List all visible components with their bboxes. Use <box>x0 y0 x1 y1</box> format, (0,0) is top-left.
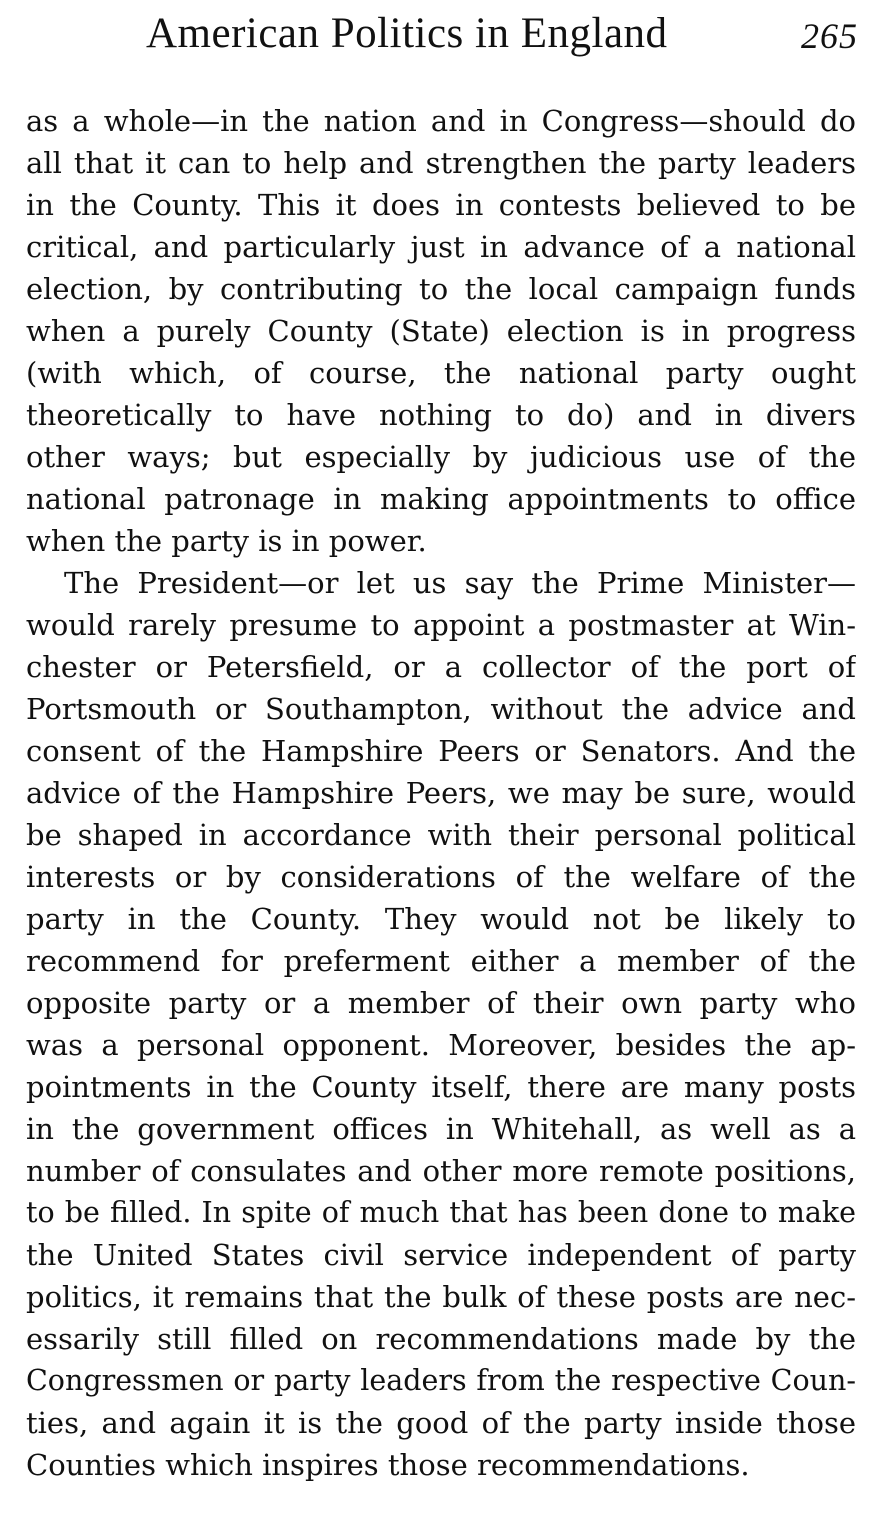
body-text <box>26 100 856 1486</box>
running-head-title: American Politics in England <box>146 10 668 57</box>
text-line: in the County. This it does in contests believed to be <box>26 188 856 222</box>
text-line: was a personal opponent. Moreover, besides the ap- <box>26 1028 856 1062</box>
text-line: Portsmouth or Southampton, without the advice and <box>26 692 856 726</box>
text-line: advice of the Hampshire Peers, we may be sure, would <box>26 776 856 810</box>
text-line: national patronage in making appointments to office <box>26 482 856 516</box>
text-line: critical, and particularly just in advance of a national <box>26 230 856 264</box>
text-line: politics, it remains that the bulk of these posts are nec- <box>26 1280 856 1314</box>
text-line: in the government offices in Whitehall, as well as a <box>26 1112 856 1146</box>
text-line: would rarely presume to appoint a postmaster at Win- <box>26 608 856 642</box>
text-line: ties, and again it is the good of the party inside those <box>26 1406 856 1440</box>
text-line: recommend for preferment either a member of the <box>26 944 856 978</box>
text-line: as a whole—in the nation and in Congress—should do <box>26 104 856 138</box>
text-line: opposite party or a member of their own party who <box>26 986 856 1020</box>
text-line: (with which, of course, the national party ought <box>26 356 856 390</box>
text-line: interests or by considerations of the welfare of the <box>26 860 856 894</box>
text-line: The President—or let us say the Prime Minister— <box>64 566 856 600</box>
text-line: to be filled. In spite of much that has been done to make <box>26 1196 856 1229</box>
text-line: other ways; but especially by judicious use of the <box>26 440 856 474</box>
text-line: the United States civil service independent of party <box>26 1238 856 1272</box>
page-number: 265 <box>801 16 858 56</box>
text-line: when the party is in power. <box>26 524 427 558</box>
text-line: Congressmen or party leaders from the respective Coun- <box>26 1364 856 1397</box>
text-line: be shaped in accordance with their personal political <box>26 818 856 852</box>
text-line: consent of the Hampshire Peers or Senators. And the <box>26 734 856 768</box>
text-line: election, by contributing to the local campaign funds <box>26 272 856 306</box>
text-line: Counties which inspires those recommendations. <box>26 1448 750 1482</box>
text-line: chester or Petersfield, or a collector of the port of <box>26 650 856 684</box>
text-line: pointments in the County itself, there are many posts <box>26 1070 856 1104</box>
text-line: theoretically to have nothing to do) and in divers <box>26 398 856 432</box>
text-line: when a purely County (State) election is in progress <box>26 314 856 348</box>
text-line: all that it can to help and strengthen the party leaders <box>26 146 856 180</box>
running-head <box>24 6 858 62</box>
text-line: party in the County. They would not be likely to <box>26 902 856 936</box>
text-line: number of consulates and other more remote positions, <box>26 1154 856 1188</box>
text-line: essarily still filled on recommendations made by the <box>26 1322 856 1356</box>
paragraph-2 <box>26 562 856 1486</box>
paragraph-1 <box>26 100 856 562</box>
